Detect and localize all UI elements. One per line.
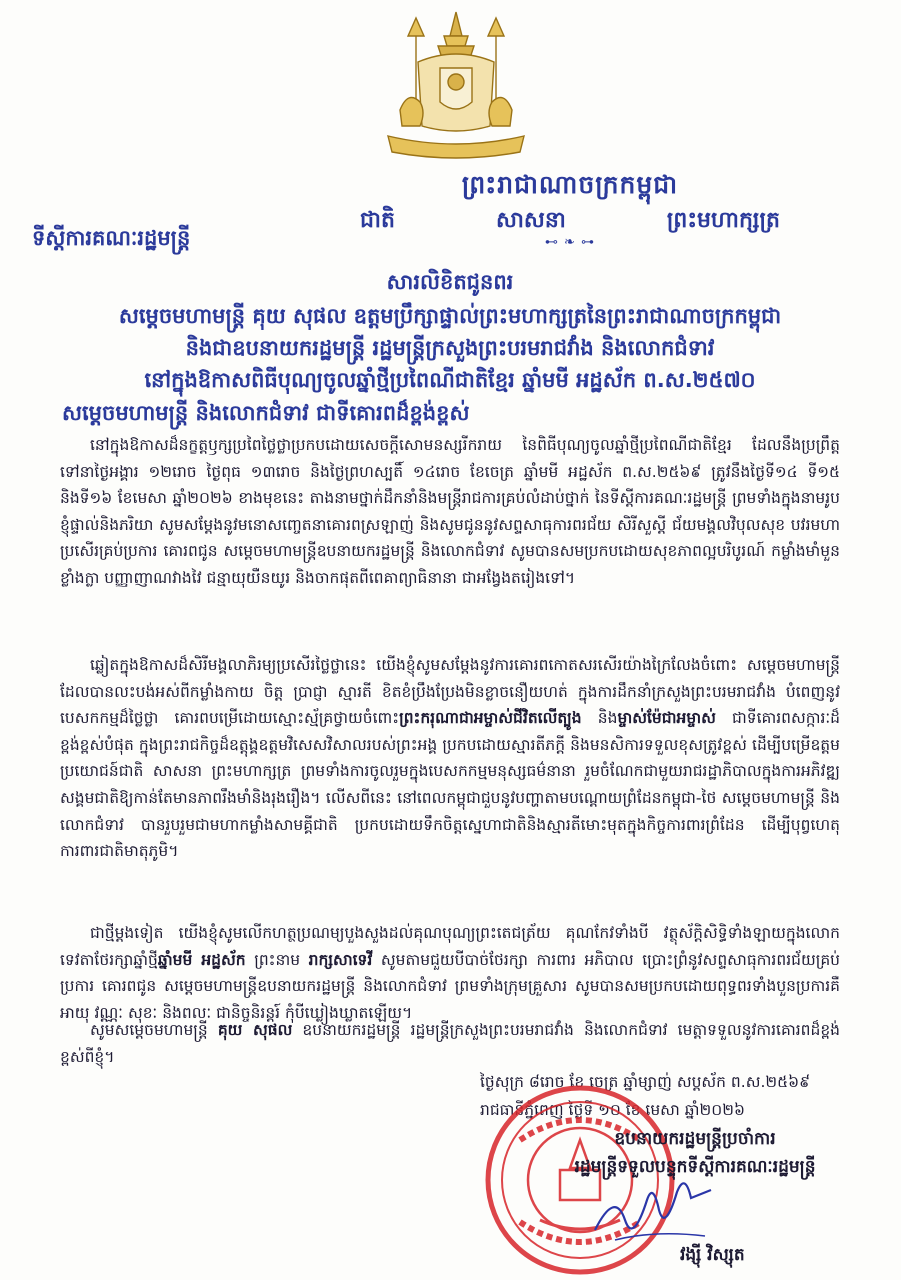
headline-line-1: សម្ដេចមហាមន្ត្រី គុយ សុផល ឧត្តមប្រឹក្សាផ្ទាល់ព្រះមហាក្សត្រនៃព្រះរាជាណាចក្រកម្ពុជា <box>118 304 782 328</box>
p2-bold-king: ព្រះករុណាជាអម្ចាស់ជីវិតលើត្បូង <box>399 709 582 728</box>
issuing-office: ទីស្ដីការគណៈរដ្ឋមន្ត្រី <box>32 226 191 250</box>
headline-line-3: នៅក្នុងឱកាសពិធីបុណ្យចូលឆ្នាំថ្មីប្រពៃណីជាតិខ្មែរ ឆ្នាំមមី អដ្ឋស័ក ព.ស.២៥៧០ <box>144 368 756 392</box>
body-paragraph-4 <box>60 1017 840 1070</box>
lunar-date: ថ្ងៃសុក្រ ៨រោច ខែ ចេត្រ ឆ្នាំម្សាញ់ សប្ដស័ក ព.ស.២៥៦៩ <box>480 1073 811 1091</box>
p3-text-a: ជាថ្មីម្ដងទៀត យើងខ្ញុំសូមលើកហត្ថប្រណម្យបួងសួងដល់គុណបុណ្យព្រះតេជត្រ័យ គុណកែវទាំងបី វត្ថុស័ក្ដិសិទ្ធិទាំងឡាយក្នុងលោក ទេវតាថែរក្សាឆ្នាំថ្មី <box>60 924 840 969</box>
p3-text-mid: ព្រះនាម <box>245 950 309 969</box>
p4-text-a: សូមសម្ដេចមហាមន្ត្រី <box>90 1021 218 1039</box>
salutation: សម្ដេចមហាមន្ត្រី និងលោកជំទាវ ជាទីគោរពដ៏ខ្ពង់ខ្ពស់ <box>62 401 470 425</box>
motto-king: ព្រះមហាក្សត្រ <box>666 208 780 233</box>
signatory-title-1: ឧបនាយករដ្ឋមន្ត្រីប្រចាំការ <box>614 1129 776 1149</box>
body-paragraph-3 <box>60 920 840 1026</box>
p2-conjunction: និង <box>581 709 618 728</box>
p4-text-c: ឧបនាយករដ្ឋមន្ត្រី រដ្ឋមន្ត្រីក្រសួងព្រះបរមរាជវាំង និងលោកជំទាវ មេត្តាទទួលនូវការគោរពដ៏ខ្ពង់ខ្ពស់ពីខ្ញុំ។ <box>60 1021 840 1066</box>
p3-bold-year: ឆ្នាំមមី អដ្ឋស័ក <box>157 950 246 969</box>
letter-title: សារលិខិតជូនពរ <box>386 270 514 294</box>
motto-nation: ជាតិ <box>360 208 395 233</box>
p3-bold-goddess: រាក្សសាទេវី <box>308 950 373 969</box>
p4-bold-name: គុយ សុផល <box>217 1021 293 1039</box>
kingdom-title: ព្រះរាជាណាចក្រកម្ពុជា <box>461 170 679 199</box>
p2-text-a: ឆ្លៀតក្នុងឱកាសដ៏សិរីមង្គលាភិរម្យប្រសើរថ្លៃថ្លានេះ យើងខ្ញុំសូមសម្ដែងនូវការគោរពកោតសរសើរយ៉ាងក្រៃលែងចំពោះ សម្ដេចមហាមន្ត្រី ដែលបានលះបង់អស់ពីកម្លាំងកាយ ចិត្ត ប្រាជ្ញា ស្មារតី ខិតខំប្រឹងប្រែងមិនខ្លាចនឿយហត់ ក្នុងការដឹកនាំក្រសួងព្រះបរមរាជវាំង បំពេញនូវបេសកកម្មដ៏ថ្លៃថ្លា គោរពបម្រើដោយស្មោះស្ម័គ្រថ្វាយចំពោះ <box>60 656 840 728</box>
signatory-title-2: រដ្ឋមន្ត្រីទទួលបន្ទុកទីស្ដីការគណៈរដ្ឋមន្ត្រី <box>574 1157 816 1177</box>
p2-bold-queen: ម្ចាស់ម៉ែជាអម្ចាស់ <box>617 709 716 728</box>
royal-coat-of-arms-icon <box>378 6 534 164</box>
solar-date: រាជធានីភ្នំពេញ ថ្ងៃទី ១០ ខែ មេសា ឆ្នាំ២០២៦ <box>480 1101 745 1119</box>
handwritten-signature-icon <box>585 1180 735 1250</box>
signer-name: វង្ស៊ី វិស្សុត <box>680 1245 745 1265</box>
motto-religion: សាសនា <box>495 208 566 233</box>
p2-text-c: ជាទីគោរពសក្ការៈដ៏ខ្ពង់ខ្ពស់បំផុត ក្នុងព្រះរាជកិច្ចដ៏ឧត្ដុង្គឧត្តមវិសេសវិសាលរបស់ព្រះអង្គ ប្រកបដោយស្មារតីភក្ដី និងមនសិការទទួលខុសត្រូវខ្ពស់ ដើម្បីបម្រើឧត្តមប្រយោជន៍ជាតិ សាសនា ព្រះមហាក្សត្រ ព្រមទាំងការចូលរួមក្នុងបេសកកម្មមនុស្សធម៌នានា រួមចំណែកជាមួយរាជរដ្ឋាភិបាលក្នុងការអភិវឌ្ឍសង្គមជាតិឱ្យកាន់តែមានភាពរឹងមាំនិងរុងរឿង។ លើសពីនេះ នៅពេលកម្ពុជាជួបនូវបញ្ហាតាមបណ្ដោយព្រំដែនកម្ពុជា-ថៃ សម្ដេចមហាមន្ត្រី និងលោកជំទាវ បានរួបរួមជាមហាកម្លាំងសាមគ្គីជាតិ ប្រកបដោយទឹកចិត្តស្នេហាជាតិនិងស្មារតីមោះមុតក្នុងកិច្ចការពារព្រំដែន ដើម្បីបុព្វហេតុការពារជាតិមាតុភូមិ។ <box>60 709 841 861</box>
headline-line-2: និងជាឧបនាយករដ្ឋមន្ត្រី រដ្ឋមន្ត្រីក្រសួងព្រះបរមរាជវាំង និងលោកជំទាវ <box>185 336 715 360</box>
body-paragraph-2 <box>60 652 840 865</box>
national-motto <box>360 206 780 238</box>
p3-text-c: សូមតាមជួយបីបាច់ថែរក្សា ការពារ អភិបាល ប្រោះព្រំនូវសព្ទសាធុការពរជ័យគ្រប់ប្រការ គោរពជូន សម្ដេចមហាមន្ត្រីឧបនាយករដ្ឋមន្ត្រី និងលោកជំទាវ ព្រមទាំងក្រុមគ្រួសារ សូមបានសមប្រកបដោយពុទ្ធពរទាំងបួនប្រការគឺ អាយុ វណ្ណៈ សុខៈ និងពលៈ ជានិច្ចនិរន្ដរ៍ កុំបីឃ្លៀងឃ្លាតឡើយ។ <box>60 950 841 1022</box>
body-paragraph-1: នៅក្នុងឱកាសដ៏នក្ខត្តឫក្សប្រពៃថ្លៃថ្លាប្រកបដោយសេចក្ដីសោមនស្សរីករាយ នៃពិធីបុណ្យចូលឆ្នាំថ្មីប្រពៃណីជាតិខ្មែរ ដែលនឹងប្រព្រឹត្តទៅនាថ្ងៃអង្គារ ១២រោច ថ្ងៃពុធ ១៣រោច និងថ្ងៃព្រហស្បតិ៍ ១៤រោច ខែចេត្រ ឆ្នាំមមី អដ្ឋស័ក ព.ស.២៥៦៩ ត្រូវនឹងថ្ងៃទី១៤ ទី១៥ និងទី១៦ ខែមេសា ឆ្នាំ២០២៦ ខាងមុខនេះ តាងនាមថ្នាក់ដឹកនាំនិងមន្ត្រីរាជការគ្រប់លំដាប់ថ្នាក់ នៃទីស្ដីការគណៈរដ្ឋមន្ត្រី ព្រមទាំងក្នុងនាមរូបខ្ញុំផ្ទាល់និងភរិយា សូមសម្ដែងនូវមនោសញ្ចេតនាគោរពស្រឡាញ់ និងសូមជូននូវសព្ទសាធុការពរជ័យ សិរីសួស្ដី ជ័យមង្គលវិបុលសុខ បវរមហាប្រសើរគ្រប់ប្រការ គោរពជូន សម្ដេចមហាមន្ត្រីឧបនាយករដ្ឋមន្ត្រី និងលោកជំទាវ សូមបានសមប្រកបដោយសុខភាពល្អបរិបូរណ៍ កម្លាំងមាំមួនខ្លាំងក្លា បញ្ញាញាណវាងវៃ ជន្មាយុយឺនយូរ និងចាកផុតពីពេគាព្យាធិនានា ជាអង្វែងតរៀងទៅ។ <box>60 436 840 587</box>
divider-ornament: ⊷ ❧ ⊶ <box>544 235 596 250</box>
